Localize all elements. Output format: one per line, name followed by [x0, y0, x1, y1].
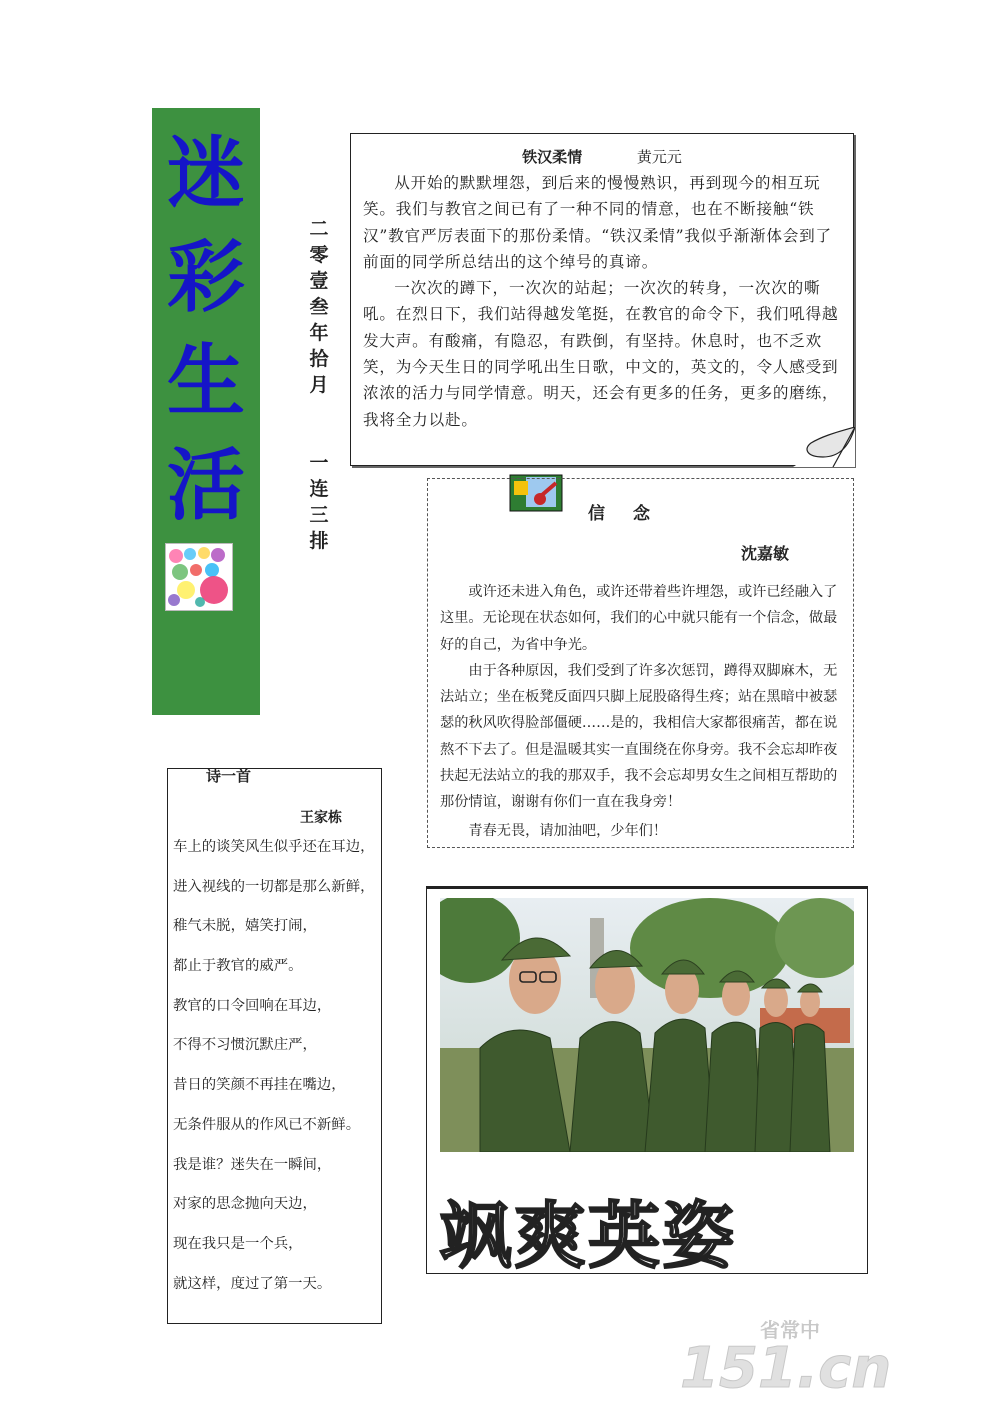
unit-char: 连 [309, 478, 329, 500]
article-body [440, 579, 848, 844]
poem-line: 不得不习惯沉默庄严， [173, 1037, 317, 1054]
photo-caption: 飒爽英姿 [440, 1194, 737, 1278]
watermark-logo: 151.cn [680, 1336, 892, 1401]
paragraph: 从开始的默默埋怨，到后来的慢慢熟识，再到现今的相互玩笑。我们与教官之间已有了一种不同的情意，也在不断接触“铁汉”教官严厉表面下的那份柔情。“铁汉柔情”我似乎渐渐体会到了前面的同学所总结出的这个绰号的真谛。 [363, 174, 832, 271]
article-author: 黄元元 [636, 148, 682, 166]
title-char: 活 [166, 440, 245, 531]
photo-soldiers [440, 898, 854, 1152]
date-char: 壹 [309, 270, 329, 292]
title-char: 迷 [166, 128, 245, 219]
poem-line: 昔日的笑颜不再挂在嘴边， [173, 1077, 346, 1094]
poem-line: 对家的思念抛向天边， [173, 1196, 317, 1213]
bubbles-icon [165, 543, 233, 611]
article-body [363, 170, 843, 433]
poem-line: 现在我只是一个兵， [173, 1235, 303, 1252]
poem-line: 教官的口令回响在耳边， [173, 997, 332, 1014]
title-char: 生 [166, 336, 245, 427]
article-author: 沈嘉敏 [740, 544, 789, 563]
page-curl-icon [793, 427, 855, 467]
date-char: 拾 [309, 348, 329, 370]
article-header [351, 146, 853, 167]
poem-line: 我是谁？迷失在一瞬间， [173, 1156, 332, 1173]
date-char: 零 [309, 244, 329, 266]
date-char: 二 [309, 218, 329, 240]
date-char: 年 [309, 322, 329, 344]
unit-char: 三 [309, 504, 329, 526]
poem-line: 都止于教官的威严。 [173, 958, 303, 975]
paragraph: 或许还未进入角色，或许还带着些许埋怨，或许已经融入了这里。无论现在状态如何，我们的心中就只能有一个信念，做最好的自己，为省中争光。 [440, 584, 838, 653]
poem-line: 无条件服从的作风已不新鲜。 [173, 1116, 361, 1133]
poem-line: 进入视线的一切都是那么新鲜， [173, 878, 375, 895]
unit-char: 排 [309, 530, 329, 552]
article-title: 信念 [588, 504, 678, 524]
paragraph: 青春无畏，请加油吧，少年们！ [468, 822, 668, 839]
paragraph: 一次次的蹲下，一次次的站起；一次次的转身，一次次的嘶吼。在烈日下，我们站得越发笔挺，在教官的命令下，我们吼得越发大声。有酸痛，有隐忍，有跌倒，有坚持。休息时，也不乏欢笑，为今天生日的同学吼出生日歌，中文的，英文的，令人感受到浓浓的活力与同学情意。明天，还会有更多的任务，更多的磨练，我将全力以赴。 [363, 279, 839, 429]
article-tiehan [350, 133, 854, 466]
watermark-brand-small: 省常中 [760, 1318, 820, 1342]
unit-char: 一 [309, 452, 329, 474]
article-xinnian [427, 478, 854, 848]
date-char: 叁 [309, 296, 329, 318]
date-char: 月 [309, 374, 329, 396]
paragraph: 由于各种原因，我们受到了许多次惩罚，蹲得双脚麻木，无法站立；坐在板凳反面四只脚上屁股硌得生疼；站在黑暗中被瑟瑟的秋风吹得脸部僵硬……是的，我相信大家都很痛苦，都在说熬不下去了。但是温暖其实一直围绕在你身旁。我不会忘却昨夜扶起无法站立的我的那双手，我不会忘却男女生之间相互帮助的那份情谊，谢谢有你们一直在我身旁！ [440, 662, 838, 811]
poem-line: 稚气未脱，嬉笑打闹， [173, 918, 317, 935]
poem-lines [173, 837, 388, 1313]
poem-author: 王家栋 [300, 810, 342, 826]
poem-line: 车上的谈笑风生似乎还在耳边， [173, 839, 375, 855]
issue-date [306, 216, 332, 554]
page-title [160, 122, 252, 538]
poem-box [167, 768, 382, 1324]
poem-line: 就这样，度过了第一天。 [173, 1275, 332, 1292]
title-char: 彩 [166, 232, 245, 323]
poem-title: 诗一首 [206, 767, 252, 785]
article-title: 铁汉柔情 [522, 148, 583, 166]
